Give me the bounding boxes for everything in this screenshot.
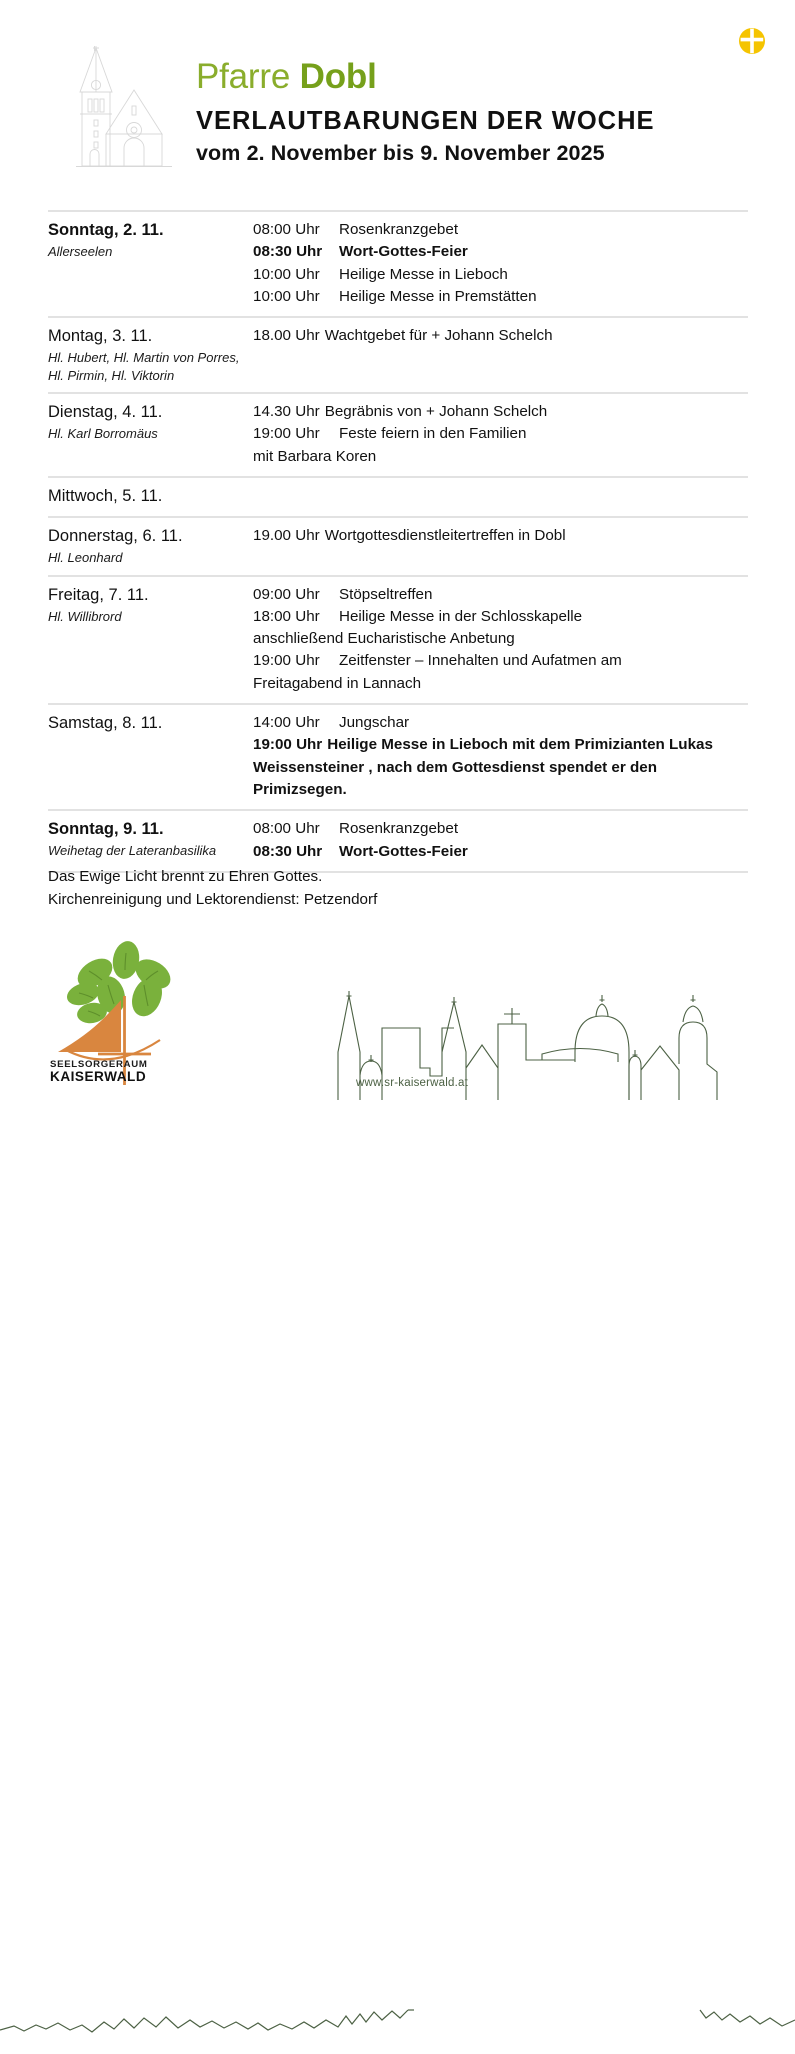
day-label: Dienstag, 4. 11. <box>48 403 163 422</box>
schedule-table <box>48 210 748 873</box>
event-description: anschließend Eucharistische Anbetung <box>253 630 515 648</box>
event-line <box>253 606 748 628</box>
event-time: 08:00 Uhr <box>253 221 320 238</box>
event-line <box>253 650 748 672</box>
event-time: 14:00 Uhr <box>253 714 320 732</box>
event-description: Stöpseltreffen <box>339 585 433 603</box>
event-description: Heilige Messe in Premstätten <box>339 287 537 305</box>
event-line <box>253 818 748 840</box>
day-label: Sonntag, 2. 11. <box>48 221 164 239</box>
day-cell <box>48 325 253 384</box>
event-description: Wort-Gottes-Feier <box>339 842 468 860</box>
events-cell <box>253 525 748 547</box>
saint-label: Weihetag der Lateranbasilika <box>48 843 217 859</box>
note-eternal-light: Das Ewige Licht brennt zu Ehren Gottes. <box>48 868 323 885</box>
church-line-drawing-icon <box>72 46 184 172</box>
page-footer <box>0 930 795 1124</box>
event-description: Wort-Gottes-Feier <box>339 243 468 261</box>
events-cell <box>253 325 748 347</box>
day-label: Donnerstag, 6. 11. <box>48 527 183 546</box>
event-time: 10:00 Uhr <box>253 287 320 305</box>
events-cell <box>253 584 748 695</box>
saint-label: Hl. Leonhard <box>48 550 123 566</box>
event-description: Wachtgebet für + Johann Schelch <box>324 327 553 345</box>
empty-events-placeholder <box>253 485 748 507</box>
schedule-row <box>48 703 748 809</box>
saint-label: Hl. Karl Borromäus <box>48 426 158 442</box>
saint-label: Hl. Willibrord <box>48 608 122 624</box>
event-time: 19:00 Uhr <box>253 425 320 443</box>
day-cell <box>48 485 253 508</box>
day-cell <box>48 219 253 261</box>
event-time: 18:00 Uhr <box>253 607 320 625</box>
day-cell <box>48 712 253 735</box>
schedule-row <box>48 476 748 516</box>
events-cell <box>253 712 748 801</box>
event-line <box>253 241 748 263</box>
page-subtitle: VERLAUTBARUNGEN DER WOCHE <box>196 107 655 135</box>
event-time: 10:00 Uhr <box>253 265 320 283</box>
day-label: Mittwoch, 5. 11. <box>48 487 163 506</box>
event-time: 14.30 Uhr <box>253 403 320 421</box>
website-url[interactable]: www.sr-kaiserwald.at <box>356 1077 468 1089</box>
day-label: Montag, 3. 11. <box>48 327 153 346</box>
event-description: Begräbnis von + Johann Schelch <box>324 403 548 421</box>
day-label: Sonntag, 9. 11. <box>48 820 164 839</box>
events-cell <box>253 219 748 308</box>
event-time: 08:30 Uhr <box>253 243 323 261</box>
event-description: Heilige Messe in Lieboch <box>339 265 508 283</box>
day-label: Freitag, 7. 11. <box>48 585 149 604</box>
schedule-row <box>48 575 748 703</box>
event-line <box>253 219 748 241</box>
event-line <box>253 286 748 308</box>
note-cleaning-duty: Kirchenreinigung und Lektorendienst: Petzendorf <box>48 890 378 908</box>
header-title-block <box>196 56 756 167</box>
event-description: mit Barbara Koren <box>253 447 377 465</box>
event-time: 19.00 Uhr <box>253 527 320 545</box>
event-time: 08:30 Uhr <box>253 842 323 860</box>
event-description: Heilige Messe in Lieboch mit dem Primizianten Lukas Weissensteiner , nach dem Gottesdienst spendet er den Primizsegen. <box>253 736 713 798</box>
event-time: 08:00 Uhr <box>253 820 320 838</box>
parish-prefix: Pfarre <box>196 57 291 96</box>
event-line <box>253 712 748 734</box>
page-title <box>196 56 756 98</box>
event-time: 19:00 Uhr <box>253 652 320 670</box>
schedule-row <box>48 210 748 316</box>
date-range: vom 2. November bis 9. November 2025 <box>196 141 605 165</box>
day-cell <box>48 525 253 567</box>
event-description: Zeitfenster – Innehalten und Aufatmen am <box>339 652 622 670</box>
page-header <box>0 0 795 196</box>
event-description: Jungschar <box>339 714 410 732</box>
forest-ridge-line-icon <box>0 2008 795 2054</box>
notes-block <box>48 866 748 911</box>
schedule-row <box>48 809 748 873</box>
yellow-circle-cross-icon <box>737 26 767 56</box>
event-description: Heilige Messe in der Schlosskapelle <box>339 607 583 625</box>
event-line <box>253 584 748 606</box>
event-line <box>253 401 748 423</box>
event-time: 19:00 Uhr <box>253 736 323 754</box>
logo-line1-text: SEELSORGERAUM <box>50 1059 148 1070</box>
event-line <box>253 841 748 863</box>
event-line <box>253 525 748 547</box>
schedule-row <box>48 516 748 575</box>
event-description: Rosenkranzgebet <box>339 820 459 838</box>
event-line <box>253 446 748 468</box>
event-description: Feste feiern in den Familien <box>339 425 527 443</box>
event-line <box>253 423 748 445</box>
day-cell <box>48 584 253 626</box>
event-description: Freitagabend in Lannach <box>253 674 422 692</box>
saint-label: Hl. Hubert, Hl. Martin von Porres, Hl. Pirmin, Hl. Viktorin <box>48 350 240 383</box>
day-cell <box>48 401 253 443</box>
event-time: 18.00 Uhr <box>253 327 320 345</box>
schedule-row <box>48 316 748 392</box>
saint-label: Allerseelen <box>48 244 113 259</box>
parish-name: Dobl <box>299 57 377 96</box>
events-cell <box>253 818 748 863</box>
schedule-row <box>48 392 748 476</box>
logo-line2-text: KAISERWALD <box>50 1069 147 1084</box>
event-line <box>253 734 748 801</box>
event-line <box>253 264 748 286</box>
event-line <box>253 628 748 650</box>
seelsorgeraum-kaiserwald-tree-logo-icon <box>48 940 208 1090</box>
day-label: Samstag, 8. 11. <box>48 714 163 733</box>
event-description: Rosenkranzgebet <box>339 221 459 238</box>
event-time: 09:00 Uhr <box>253 585 320 603</box>
event-description: Wortgottesdienstleitertreffen in Dobl <box>324 527 566 545</box>
event-line <box>253 673 748 695</box>
day-cell <box>48 818 253 860</box>
events-cell <box>253 485 748 507</box>
event-line <box>253 325 748 347</box>
events-cell <box>253 401 748 468</box>
